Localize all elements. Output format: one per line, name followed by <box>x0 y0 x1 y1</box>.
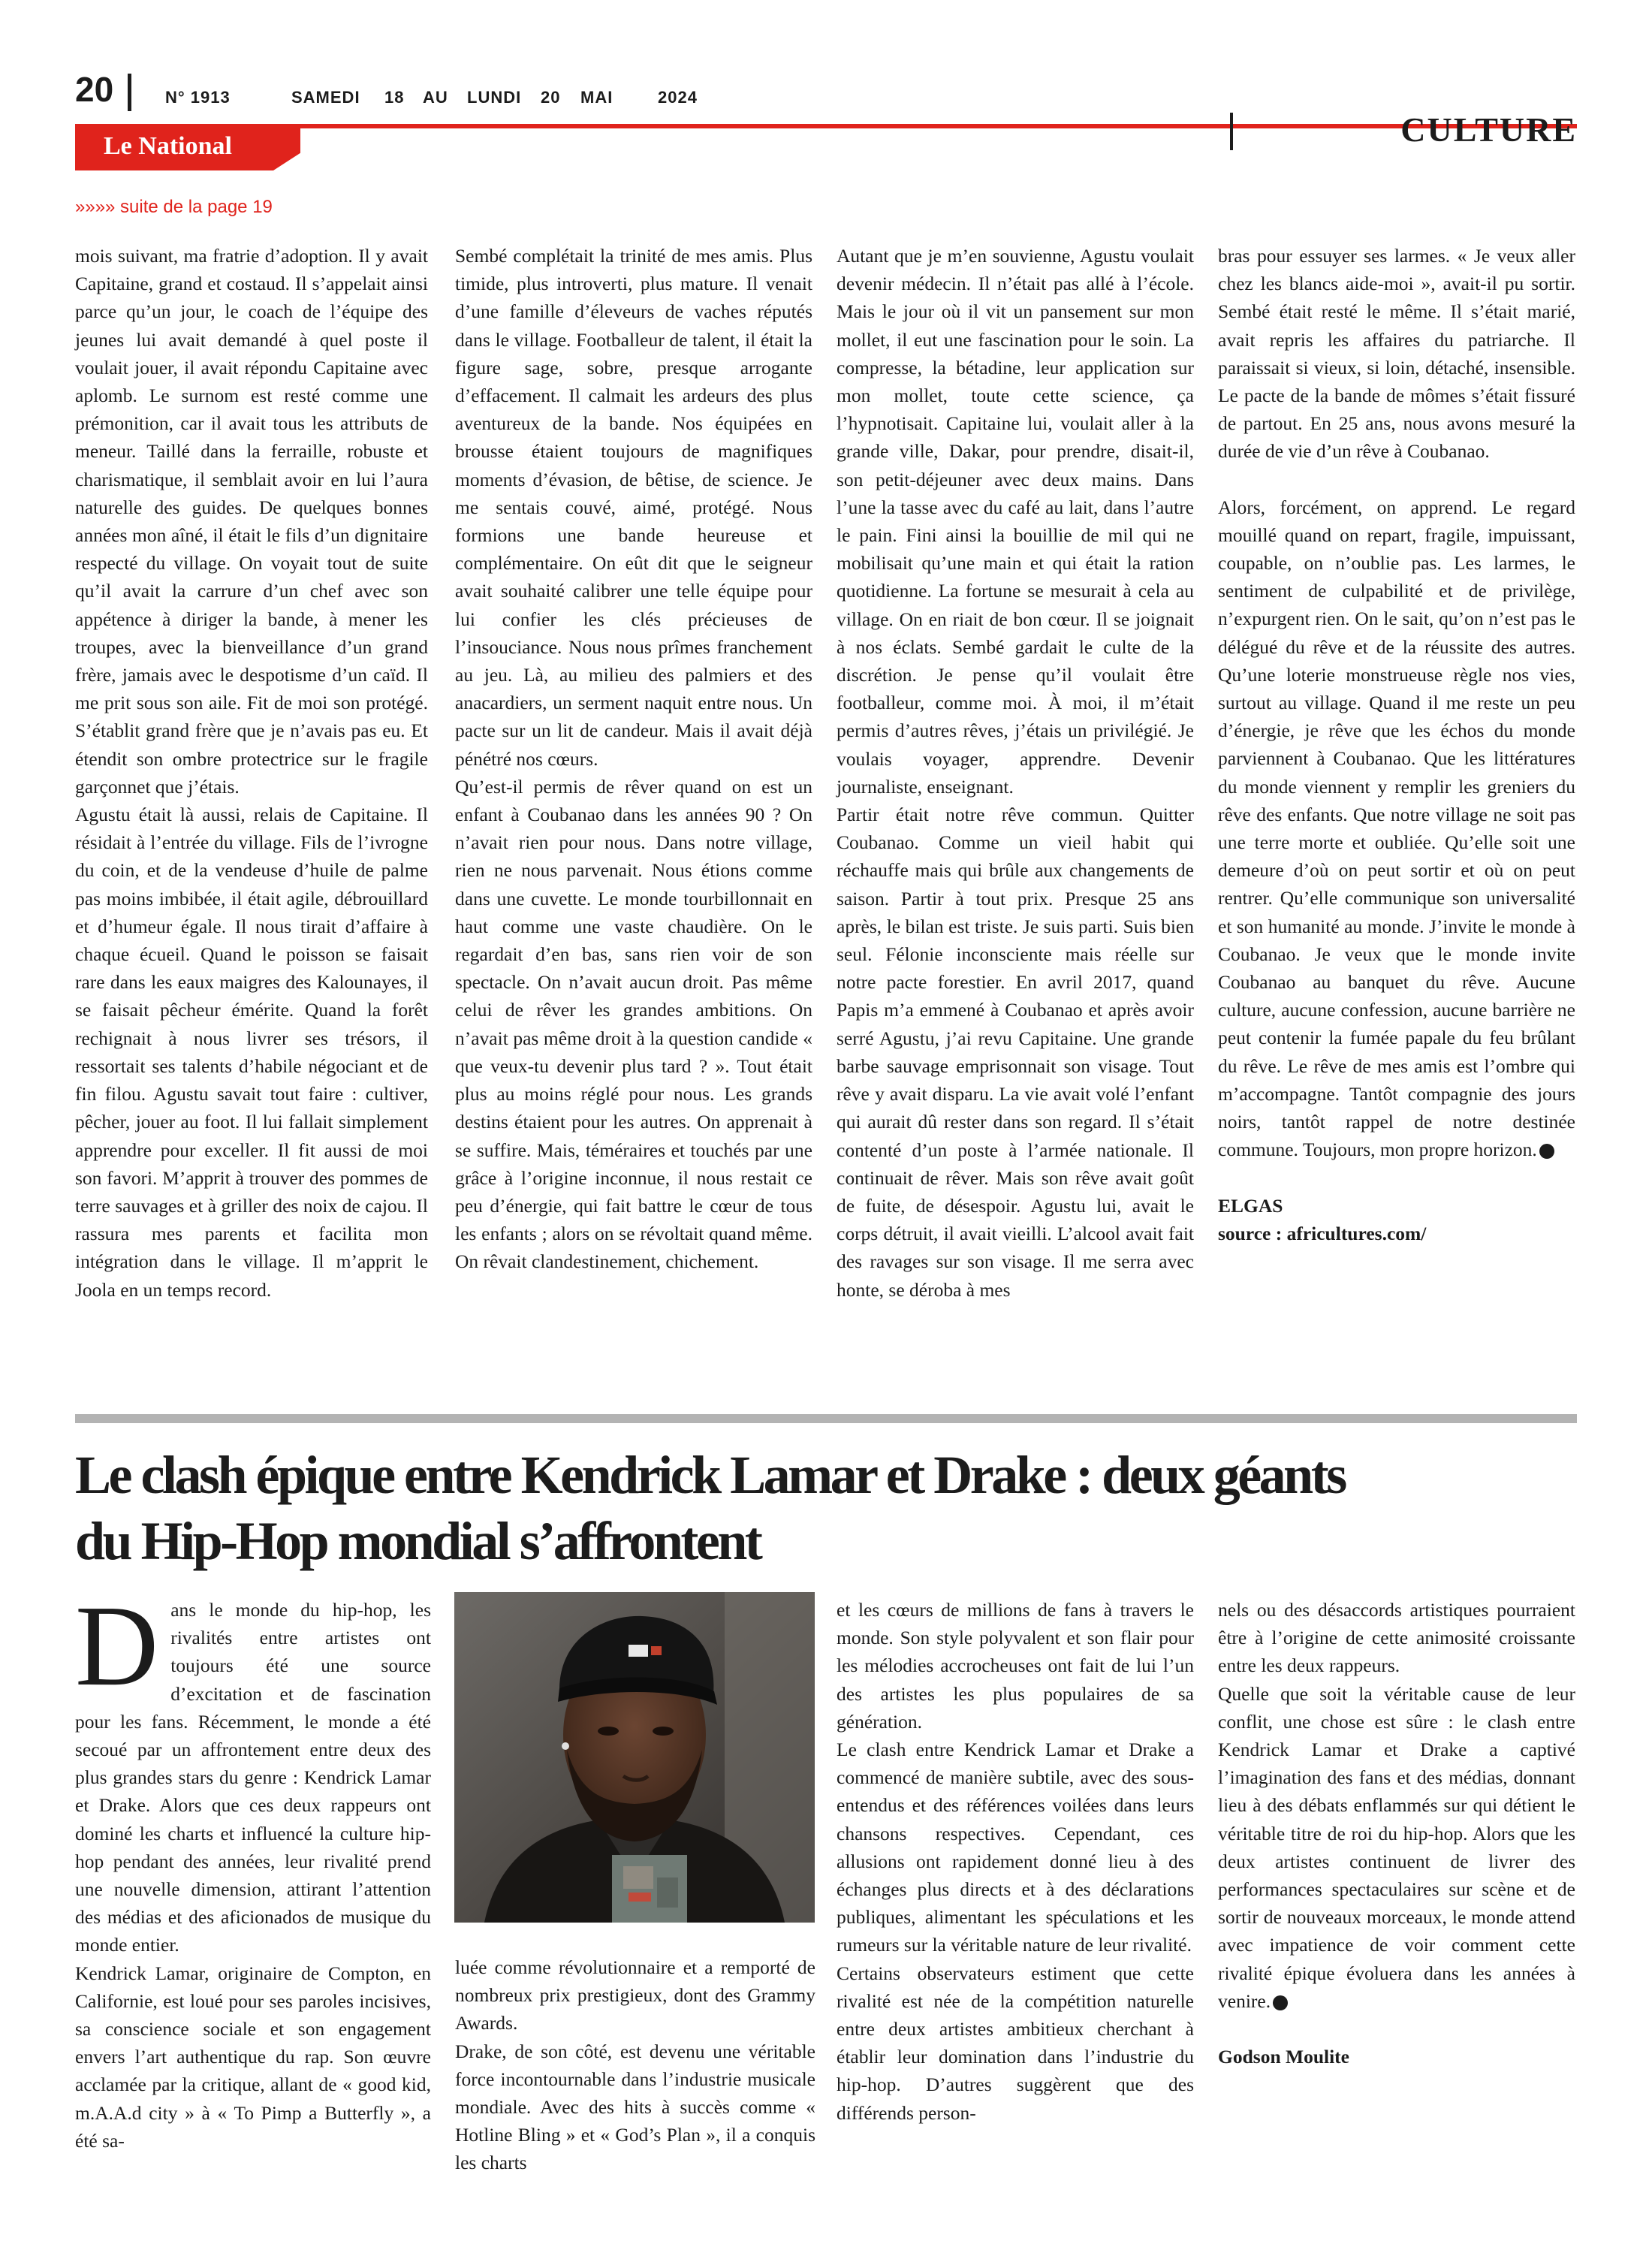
continued-from-label: »»»» suite de la page 19 <box>75 197 273 217</box>
paragraph: luée comme révolutionnaire et a remporté de nombreux prix prestigieux, dont des Grammy Awards. <box>455 1956 815 2034</box>
story1-column-4 <box>1218 242 1575 1247</box>
issue-number: N° 1913 <box>165 88 231 107</box>
story1-column-3 <box>837 242 1194 1304</box>
date-part: 18 <box>384 88 405 107</box>
paragraph-text: Alors, forcément, on apprend. Le regard mouillé quand on repart, fragile, impuissant, coupable, on n’oublie pas. Les larmes, le sentiment de culpabilité et de privilège, n’expurgent rien. On le sait, qu’on n’est pas le délégué du rêve et de la réussite des autres. Qu’une loterie monstrueuse règle nos vies, surtout au village. Quand il me reste un peu d’énergie, je rêve que les échos du monde parviennent à Coubanao. Que les littératures du monde viennent y remplir les greniers du rêve des enfants. Que notre village ne soit pas une terre morte et oubliée. Qu’elle soit une demeure d’où on peut sortir et où on peut rentrer. Qu’elle communique son universalité et son humanité au monde. J’invite le monde à Coubanao. Je veux que le monde invite Coubanao au banquet du rêve. Aucune culture, aucune confession, aucune barrière ne peut contenir la fumée papale du feu brûlant du rêve. Le rêve de mes amis est l’ombre qui m’accompagne. Tantôt compagnie des jours noirs, tantôt rappel de notre destinée commune. Toujours, mon propre horizon. <box>1218 496 1575 1161</box>
end-of-article-icon <box>1273 1995 1288 2010</box>
header-divider <box>128 74 131 111</box>
article-photo <box>454 1592 815 1923</box>
section-divider <box>1230 113 1233 150</box>
date-part: AU <box>423 88 448 107</box>
paragraph: Certains observateurs estiment que cette rivalité est née de la compétition naturelle entre deux artistes ambitieux cherchant à établir leur domination dans l’industrie du hip-hop. D’autres suggèrent que des différends person- <box>837 1962 1194 2124</box>
paragraph: et les cœurs de millions de fans à travers le monde. Son style polyvalent et son flair pour les mélodies accrocheuses ont fait de lui l’un des artistes les plus populaires de sa génération. <box>837 1599 1194 1733</box>
date-part: MAI <box>580 88 613 107</box>
author-name: ELGAS <box>1218 1194 1283 1217</box>
headline-line: du Hip-Hop mondial s’affrontent <box>75 1511 761 1571</box>
date-part: 2024 <box>658 88 698 107</box>
story1-column-1 <box>75 242 428 1304</box>
newspaper-logo: Le National <box>104 132 232 160</box>
brand-stripe <box>75 124 1577 128</box>
paragraph: mois suivant, ma fratrie d’adoption. Il y avait Capitaine, grand et costaud. Il s’appelait ainsi parce qu’un jour, le coach de l’équipe des jeunes lui avait demandé à quel poste il voulait jouer, il avait répondu Capitaine avec aplomb. Le surnom est resté comme une prémonition, car il avait tous les attributs de meneur. Taillé dans la ferraille, robuste et charismatique, il semblait avoir en lui l’aura naturelle des guides. De quelques bonnes années mon aîné, il était le fils d’un dignitaire respecté du village. On voyait tout de suite qu’il avait la carrure d’un chef avec son appétence à diriger la bande, à mener les troupes, avec la bienveillance d’un grand frère, jamais avec le despotisme d’un caïd. Il me prit sous son aile. Fit de moi son protégé. S’établit grand frère que je n’avais pas eu. Et étendit son ombre protectrice sur le fragile garçonnet que j’étais. <box>75 245 428 798</box>
paragraph <box>75 1582 431 1959</box>
article-headline <box>75 1442 1577 1574</box>
headline-line: Le clash épique entre Kendrick Lamar et Drake : deux géants <box>75 1445 1345 1505</box>
paragraph: Qu’est-il permis de rêver quand on est un enfant à Coubanao dans les années 90 ? On n’avait rien pour nous. Dans notre village, rien ne nous parvenait. Nous étions comme dans une cuvette. Le monde tourbillonnait en haut comme une vaste chaudière. On le regardait d’en bas, sans rien voir de son spectacle. On n’avait aucun droit. Pas même celui de rêver les grandes ambitions. On n’avait pas même droit à la question candide « que veux-tu devenir plus tard ? ». Tout était plus au moins réglé pour nous. Les grands destins étaient pour les autres. On apprenait à se suffire. Mais, téméraires et touchés par une grâce à l’origine inconnue, il nous restait ce peu d’énergie, qui fait battre le cœur de tous les enfants ; alors on se révoltait quand même. On rêvait clandestinement, chichement. <box>455 775 812 1273</box>
story2-column-2 <box>455 1953 815 2177</box>
section-title: CULTURE <box>1400 110 1577 149</box>
paragraph: Kendrick Lamar, originaire de Compton, en Californie, est loué pour ses paroles incisives, sa conscience sociale et son engagement envers l’art authentique du rap. Son œuvre acclamée par la critique, allant de « good kid, m.A.A.d city » à « To Pimp a Butterfly », a été sa- <box>75 1962 431 2152</box>
story2-column-1 <box>75 1582 431 2155</box>
story2-column-3 <box>837 1596 1194 2127</box>
date-part: LUNDI <box>467 88 522 107</box>
story1-column-2 <box>455 242 812 1276</box>
drop-cap: D <box>75 1582 159 1710</box>
portrait-photo <box>454 1592 815 1923</box>
date-part: 20 <box>541 88 561 107</box>
paragraph: Sembé complétait la trinité de mes amis. Plus timide, plus introverti, plus mature. Il venait d’une famille d’éleveurs de vaches réputés dans le village. Footballeur de talent, il était la figure sage, sobre, presque arrogante d’effacement. Il calmait les ardeurs des plus aventureux de la bande. Nos équipées en brousse étaient toujours de magnifiques moments d’évasion, de bêtise, de science. Je me sentais couvé, aimé, protégé. Nous formions une bande heureuse et complémentaire. On eût dit que le seigneur avait souhaité calibrer une telle équipe pour lui confier les clés précieuses de l’insouciance. Nous nous prîmes franchement au jeu. Là, au milieu des palmiers et des anacardiers, un serment naquit entre nous. Un pacte sur un lit de candeur. Mais il avait déjà pénétré nos cœurs. <box>455 245 812 770</box>
author-name: Godson Moulite <box>1218 2046 1349 2068</box>
paragraph: Autant que je m’en souvienne, Agustu voulait devenir médecin. Il n’était pas allé à l’école. Mais le jour où il vit un pansement sur mon mollet, il eut une fascination pour le soin. La compresse, la bétadine, leur application sur mon mollet, toute cette science, ça l’hypnotisait. Capitaine lui, voulait aller à la grande ville, Dakar, pour prendre, disait-il, son petit-déjeuner avec deux mains. Dans l’une la tasse avec du café au lait, dans l’autre le pain. Fini ainsi la bouillie de mil qui ne mobilisait qu’une main et qui était la ration quotidienne. La fortune se mesurait à cela au village. On en riait de bon cœur. Il se joignait à nos éclats. Sembé gardait le culte de la discrétion. Je pense qu’il voulait être footballeur, comme moi. À moi, il m’était permis d’autres rêves, j’étais un privilégié. Je voulais voyager, apprendre. Devenir journaliste, enseignant. <box>837 245 1194 798</box>
paragraph-text: ans le monde du hip-hop, les rivalités entre artistes ont toujours été une source d’excitation et de fascination pour les fans. Récemment, le monde a été secoué par un affrontement entre deux des plus grandes stars du genre : Kendrick Lamar et Drake. Alors que ces deux rappeurs ont dominé les charts et influencé la culture hip-hop pendant des années, leur rivalité prend une nouvelle dimension, attirant l’attention des médias et des aficionados de musique du monde entier. <box>75 1599 431 1956</box>
story2-column-4 <box>1218 1596 1575 2071</box>
end-of-article-icon <box>1539 1144 1554 1159</box>
paragraph <box>1218 493 1575 1164</box>
paragraph: Le clash entre Kendrick Lamar et Drake a commencé de manière subtile, avec des sous-entendus et des références voilées dans leurs chansons respectives. Cependant, ces allusions ont rapidement donné lieu à des échanges plus directs et à des déclarations publiques, alimentant les spéculations et les rumeurs sur la véritable nature de leur rivalité. <box>837 1739 1194 1956</box>
source-line: source : africultures.com/ <box>1218 1222 1427 1244</box>
paragraph: Partir était notre rêve commun. Quitter Coubanao. Comme un vieil habit qui réchauffe mais qui brûle aux changements de saison. Partir à tout prix. Presque 25 ans après, le bilan est triste. Je suis parti. Suis bien seul. Félonie inconsciente mais réelle sur notre pacte forestier. En avril 2017, quand Papis m’a emmené à Coubanao et après avoir serré Agustu, j’ai revu Capitaine. Une grande barbe sauvage emprisonnait son visage. Tout rêve y avait disparu. La vie avait volé l’enfant qui aurait dû rester dans son regard. Il s’était contenté d’un poste à l’armée nationale. Il continuait de rêver. Mais son rêve avait goût de fuite, de désespoir. Agustu lui, avait le corps détruit, il avait vieilli. L’alcool avait fait des ravages sur son visage. Il me serra avec honte, se déroba à mes <box>837 804 1194 1301</box>
page-number: 20 <box>75 70 114 109</box>
paragraph: Agustu était là aussi, relais de Capitaine. Il résidait à l’entrée du village. Fils de l’ivrogne du coin, et de la vendeuse d’huile de palme pas moins imbibée, il était agile, débrouillard et d’humeur égale. Il nous tirait d’affaire à chaque écueil. Quand le poisson se faisait rare dans les eaux maigres des Kalounayes, il se faisait pêcheur émérite. Quand la forêt rechignait à nous livrer ses trésors, il ressortait ses talents d’habile négociant et de fin filou. Agustu savait tout faire : cultiver, pêcher, jouer au foot. Il lui fallait simplement apprendre pour exceller. Il fit aussi de moi son favori. M’apprit à trouver des pommes de terre sauvages et à griller des noix de cajou. Il rassura mes parents et facilita mon intégration dans le village. Il m’apprit le Joola en un temps record. <box>75 804 428 1301</box>
paragraph: nels ou des désaccords artistiques pourraient être à l’origine de cette animosité croissante entre les deux rappeurs. <box>1218 1599 1575 1677</box>
paragraph <box>1218 1680 1575 2015</box>
paragraph: bras pour essuyer ses larmes. « Je veux aller chez les blancs aide-moi », avait-il pu sortir. Sembé était resté le même. Il s’était marié, avait repris les affaires du patriarche. Il paraissait si vieux, si loin, détaché, insensible. Le pacte de la bande de mômes s’était fissuré de partout. En 25 ans, nous avons mesuré la durée de vie d’un rêve à Coubanao. <box>1218 245 1575 463</box>
article-divider <box>75 1414 1577 1423</box>
date-part: SAMEDI <box>291 88 360 107</box>
paragraph: Drake, de son côté, est devenu une véritable force incontournable dans l’industrie musicale mondiale. Avec des hits à succès comme « Hotline Bling » et « God’s Plan », il a conquis les charts <box>455 2040 815 2174</box>
paragraph-text: Quelle que soit la véritable cause de leur conflit, une chose est sûre : le clash entre Kendrick Lamar et Drake a captivé l’imagination des fans et des médias, donnant lieu à des débats enflammés sur qui détient le véritable titre de roi du hip-hop. Alors que les deux artistes continuent de livrer des performances spectaculaires sur scène et de sortir de nouveaux morceaux, le monde attend avec impatience de voir comment cette rivalité épique évoluera dans les années à venire. <box>1218 1682 1575 2012</box>
